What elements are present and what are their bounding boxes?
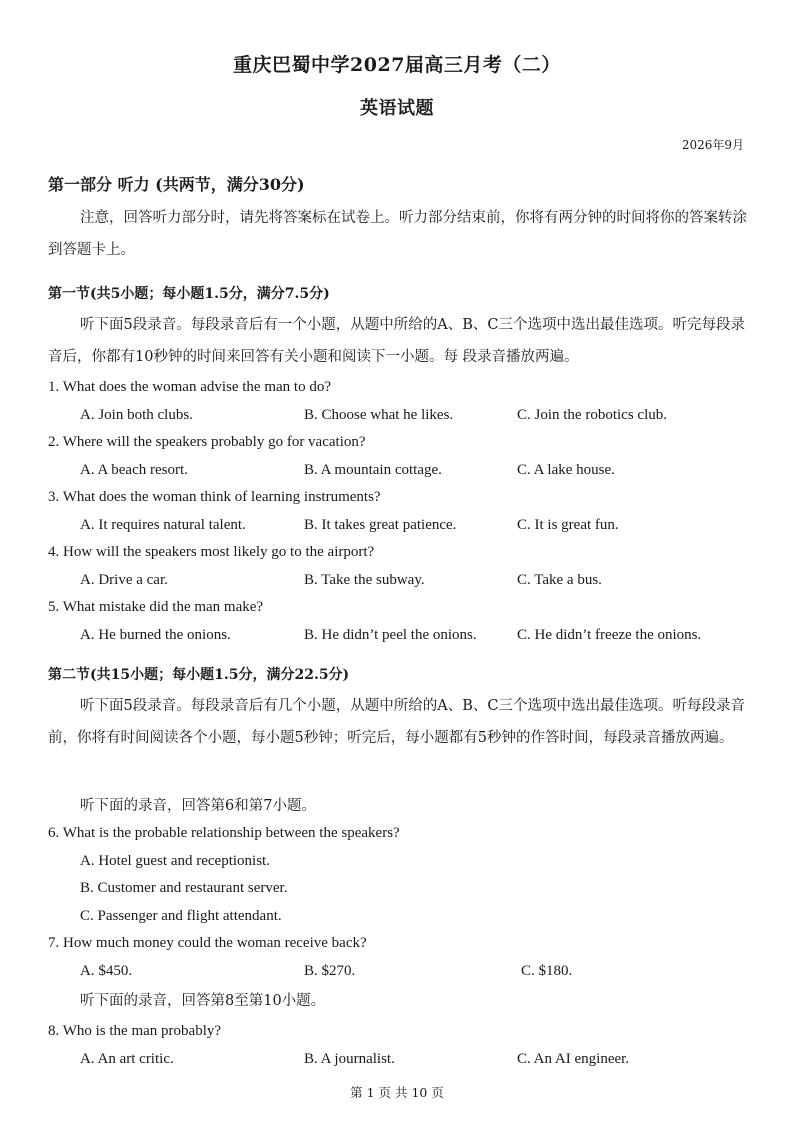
question-4-option-b: B. Take the subway. bbox=[304, 572, 425, 588]
question-7-option-a: A. $450. bbox=[80, 963, 133, 979]
question-4-option-a: A. Drive a car. bbox=[80, 572, 168, 588]
question-8-option-b: B. A journalist. bbox=[304, 1051, 395, 1067]
question-5-option-a: A. He burned the onions. bbox=[80, 627, 231, 643]
question-8-option-c: C. An AI engineer. bbox=[517, 1051, 630, 1067]
section1-heading: 第一节(共5小题；每小题1.5分，满分7.5分) bbox=[48, 286, 330, 302]
exam-date: 2026年9月 bbox=[681, 138, 744, 152]
question-3-option-b: B. It takes great patience. bbox=[304, 517, 457, 533]
question-6-option-a: A. Hotel guest and receptionist. bbox=[80, 853, 270, 869]
question-1-stem: 1. What does the woman advise the man to do? bbox=[48, 379, 331, 395]
question-3-option-c: C. It is great fun. bbox=[517, 517, 619, 533]
question-6-option-c: C. Passenger and flight attendant. bbox=[80, 908, 282, 924]
question-5-option-b: B. He didn’t peel the onions. bbox=[304, 627, 477, 643]
note-questions-6-7: 听下面的录音，回答第6和第7小题。 bbox=[80, 798, 316, 814]
question-1-option-a: A. Join both clubs. bbox=[80, 407, 193, 423]
question-7-option-b: B. $270. bbox=[304, 963, 356, 979]
question-5-stem: 5. What mistake did the man make? bbox=[48, 599, 264, 615]
question-3-option-a: A. It requires natural talent. bbox=[80, 517, 246, 533]
question-4-option-c: C. Take a bus. bbox=[517, 572, 602, 588]
section1-instruction: 听下面5段录音。每段录音后有一个小题，从题中所给的A、B、C三个选项中选出最佳选项。听完每段录音后，你都有10秒钟的时间来回答有关小题和阅读下一小题。每 段录音播放两遍。 bbox=[48, 317, 745, 365]
exam-title: 重庆巴蜀中学2027届高三月考（二） bbox=[233, 54, 561, 76]
section2-heading: 第二节(共15小题；每小题1.5分，满分22.5分) bbox=[48, 667, 350, 683]
subject-title: 英语试题 bbox=[360, 98, 434, 119]
part1-notice: 注意，回答听力部分时，请先将答案标在试卷上。听力部分结束前，你将有两分钟的时间将你的答案转涂到答题卡上。 bbox=[48, 210, 747, 258]
question-1-option-b: B. Choose what he likes. bbox=[304, 407, 454, 423]
question-2-option-b: B. A mountain cottage. bbox=[304, 462, 442, 478]
question-6-stem: 6. What is the probable relationship between the speakers? bbox=[48, 825, 400, 841]
page-footer: 第 1 页 共 10 页 bbox=[350, 1085, 444, 1100]
question-7-option-c: C. $180. bbox=[521, 963, 573, 979]
question-7-stem: 7. How much money could the woman receive back? bbox=[48, 935, 367, 951]
question-3-stem: 3. What does the woman think of learning instruments? bbox=[48, 489, 381, 505]
question-8-stem: 8. Who is the man probably? bbox=[48, 1023, 222, 1039]
question-2-option-c: C. A lake house. bbox=[517, 462, 615, 478]
question-1-option-c: C. Join the robotics club. bbox=[517, 407, 667, 423]
question-5-option-c: C. He didn’t freeze the onions. bbox=[517, 627, 702, 643]
part1-heading: 第一部分 听力 (共两节，满分30分) bbox=[48, 175, 305, 194]
question-2-stem: 2. Where will the speakers probably go for vacation? bbox=[48, 434, 366, 450]
question-4-stem: 4. How will the speakers most likely go to the airport? bbox=[48, 544, 375, 560]
question-6-option-b: B. Customer and restaurant server. bbox=[80, 880, 288, 896]
question-2-option-a: A. A beach resort. bbox=[80, 462, 188, 478]
note-questions-8-10: 听下面的录音，回答第8至第10小题。 bbox=[80, 993, 326, 1009]
section2-instruction: 听下面5段录音。每段录音后有几个小题，从题中所给的A、B、C三个选项中选出最佳选项。听每段录音前，你将有时间阅读各个小题，每小题5秒钟；听完后，每小题都有5秒钟的作答时间，每段录音播放两遍。 bbox=[48, 698, 745, 746]
question-8-option-a: A. An art critic. bbox=[80, 1051, 174, 1067]
